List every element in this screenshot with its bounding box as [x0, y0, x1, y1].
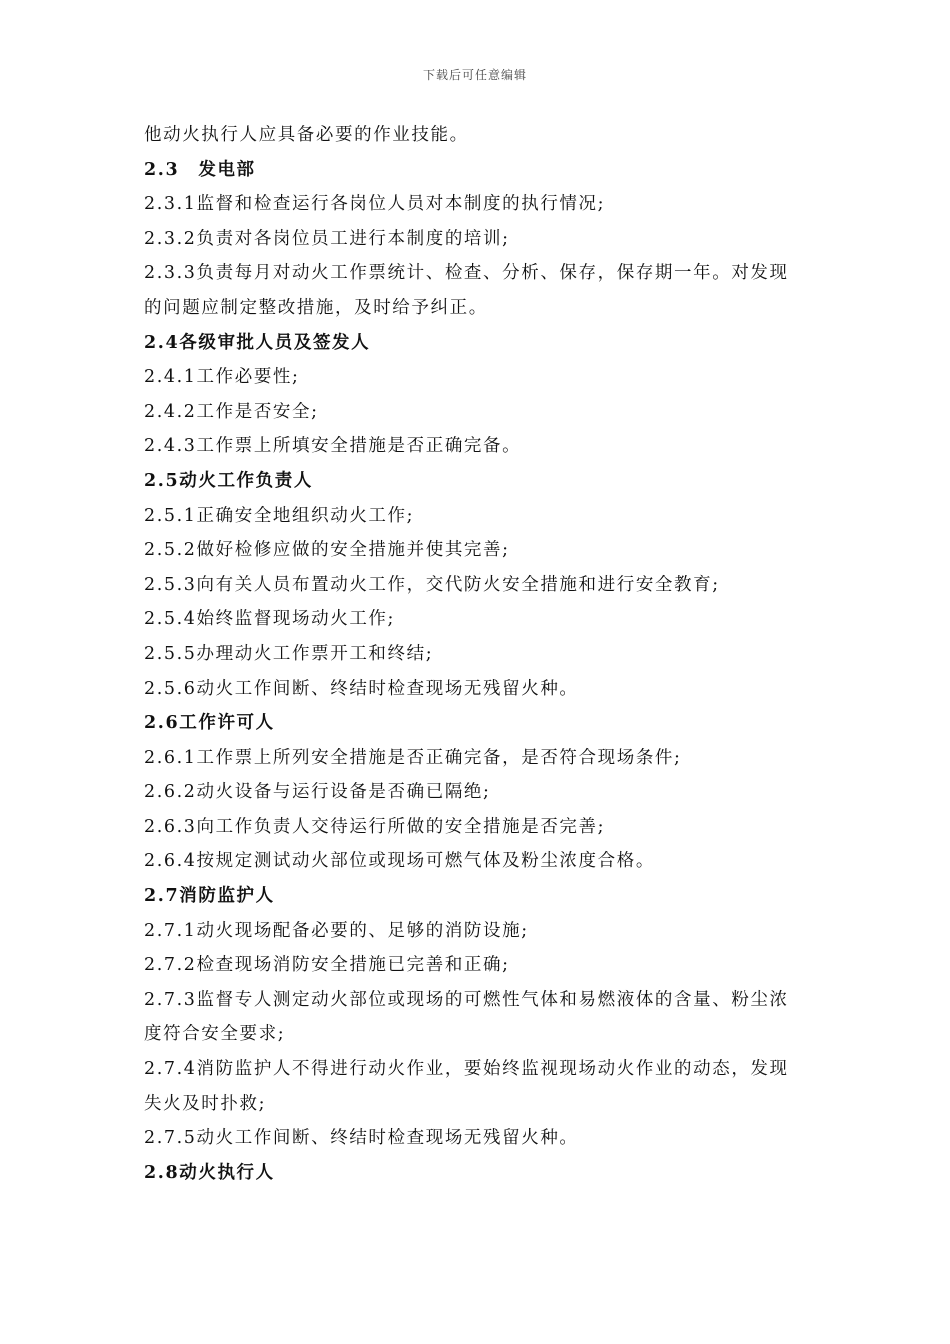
paragraph-line: 2.7.3监督专人测定动火部位或现场的可燃性气体和易燃液体的含量、粉尘浓 — [144, 989, 789, 1010]
paragraph-line: 2.7.4消防监护人不得进行动火作业，要始终监视现场动火作业的动态，发现 — [144, 1059, 789, 1080]
paragraph-line: 2.7.5动火工作间断、终结时检查现场无残留火种。 — [144, 1128, 579, 1149]
section-heading-2-8: 2.8动火执行人 — [144, 1162, 275, 1183]
paragraph-line: 失火及时扑救; — [144, 1093, 267, 1114]
paragraph-line: 2.7.2检查现场消防安全措施已完善和正确; — [144, 955, 510, 976]
paragraph-line: 2.6.3向工作负责人交待运行所做的安全措施是否完善; — [144, 816, 606, 837]
paragraph-line: 2.5.6动火工作间断、终结时检查现场无残留火种。 — [144, 678, 579, 699]
paragraph-line: 2.4.3工作票上所填安全措施是否正确完备。 — [144, 436, 522, 457]
paragraph-line: 2.5.4始终监督现场动火工作; — [144, 609, 396, 630]
paragraph-line: 他动火执行人应具备必要的作业技能。 — [144, 125, 469, 145]
paragraph-line: 2.3.3负责每月对动火工作票统计、检查、分析、保存，保存期一年。对发现 — [144, 263, 789, 284]
paragraph-line: 2.6.4按规定测试动火部位或现场可燃气体及粉尘浓度合格。 — [144, 851, 655, 872]
page-header-note: 下载后可任意编辑 — [422, 68, 527, 82]
section-heading-2-4: 2.4各级审批人员及签发人 — [144, 332, 371, 353]
paragraph-line: 2.5.3向有关人员布置动火工作，交代防火安全措施和进行安全教育; — [144, 574, 720, 595]
paragraph-line: 2.5.5办理动火工作票开工和终结; — [144, 643, 434, 664]
paragraph-line: 2.4.1工作必要性; — [144, 367, 300, 388]
section-heading-2-7: 2.7消防监护人 — [144, 886, 275, 907]
paragraph-line: 2.5.1正确安全地组织动火工作; — [144, 505, 415, 526]
document-body — [144, 118, 804, 1190]
paragraph-line: 2.6.1工作票上所列安全措施是否正确完备，是否符合现场条件; — [144, 747, 682, 768]
paragraph-line: 2.6.2动火设备与运行设备是否确已隔绝; — [144, 782, 491, 803]
paragraph-line: 度符合安全要求; — [144, 1024, 286, 1045]
paragraph-line: 2.4.2工作是否安全; — [144, 401, 319, 422]
paragraph-line: 2.7.1动火现场配备必要的、足够的消防设施; — [144, 920, 529, 941]
section-heading-2-5: 2.5动火工作负责人 — [144, 470, 313, 491]
section-heading-2-6: 2.6工作许可人 — [144, 713, 275, 734]
paragraph-line: 2.3.1监督和检查运行各岗位人员对本制度的执行情况; — [144, 194, 606, 215]
paragraph-line: 2.3.2负责对各岗位员工进行本制度的培训; — [144, 228, 510, 249]
section-heading-2-3: 2.3 发电部 — [144, 159, 256, 180]
paragraph-line: 的问题应制定整改措施，及时给予纠正。 — [144, 297, 488, 318]
paragraph-line: 2.5.2做好检修应做的安全措施并使其完善; — [144, 540, 510, 561]
